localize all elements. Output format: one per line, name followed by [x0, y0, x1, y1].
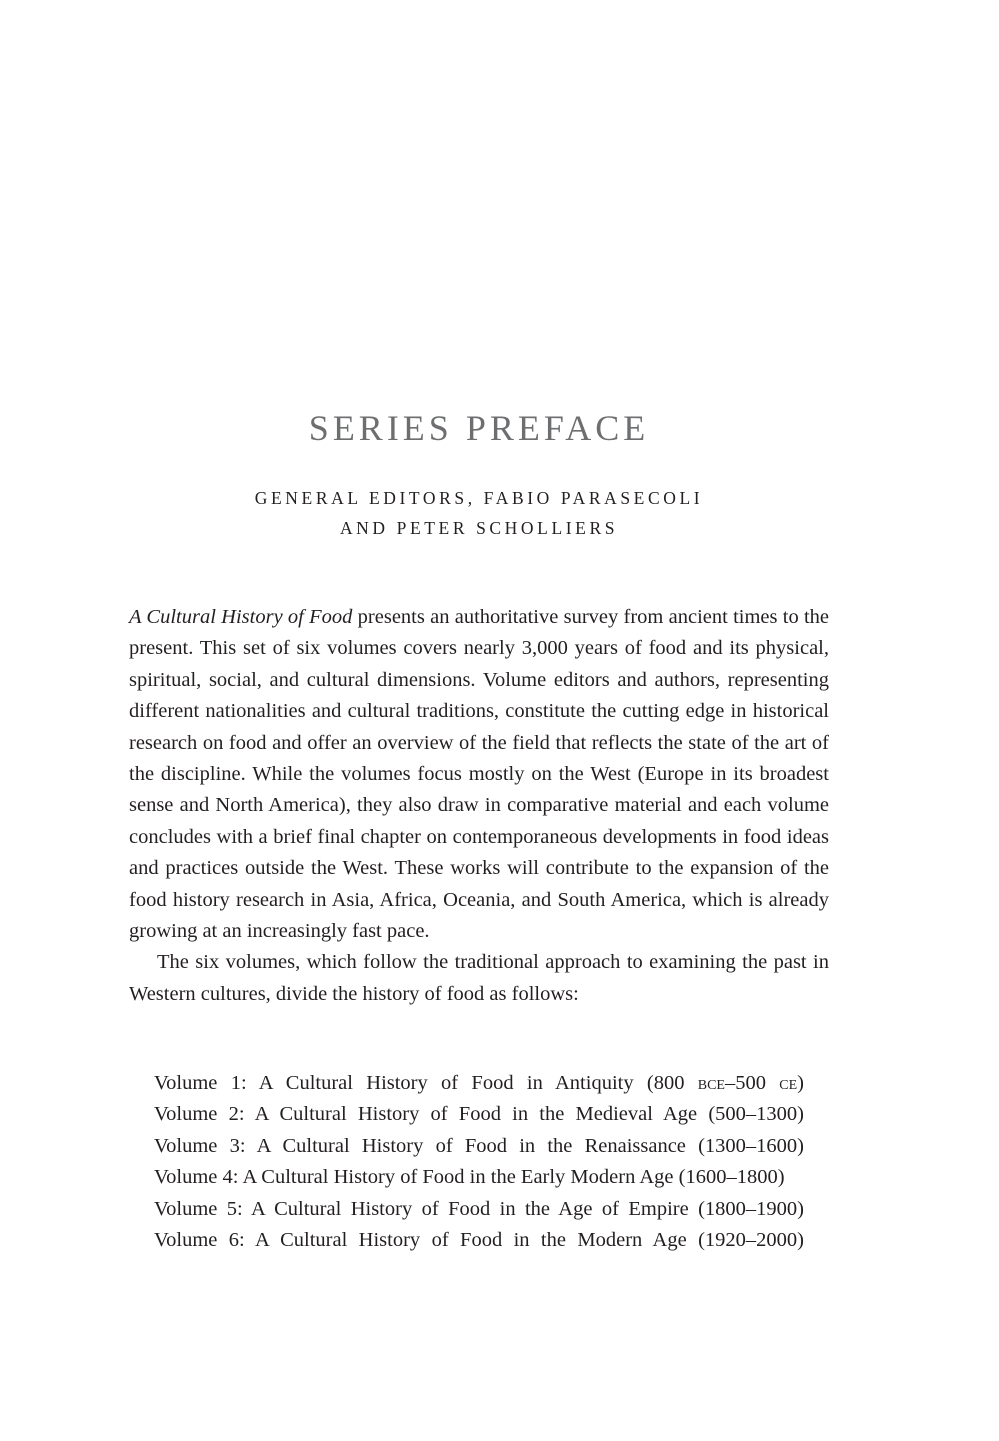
volume-item: Volume 4: A Cultural History of Food in the Early Modern Age (1600–1800)	[154, 1166, 785, 1189]
paragraph-1-text: presents an authoritative survey from ancient times to the present. This set of six volumes covers nearly 3,000 years of food and its physical, spiritual, social, and cultural dimensions. Volume editors and authors, representing different nationalities and cultural traditions, constitute the cutting edge in historical research on food and offer an overview of the field that reflects the state of the art of the discipline. While the volumes focus mostly on the West (Europe in its broadest sense and North America), they also draw in comparative material and each volume concludes with a brief final chapter on contemporaneous developments in food ideas and practices outside the West. These works will contribute to the expansion of the food history research in Asia, Africa, Oceania, and South America, which is already growing at an increasingly fast pace.	[129, 606, 830, 943]
page-title: SERIES PREFACE	[308, 408, 650, 448]
book-title: A Cultural History of Food	[129, 606, 353, 628]
volume-item: Volume 3: A Cultural History of Food in the Renaissance (1300–1600)	[154, 1134, 804, 1157]
editors-line-2: AND PETER SCHOLLIERS	[339, 518, 619, 538]
paragraph-1	[129, 602, 829, 947]
volume-item: Volume 5: A Cultural History of Food in the Age of Empire (1800–1900)	[154, 1197, 804, 1220]
editors-line-1: GENERAL EDITORS, FABIO PARASECOLI	[254, 488, 704, 508]
editors-credit	[0, 483, 958, 543]
volume-item: Volume 2: A Cultural History of Food in the Medieval Age (500–1300)	[154, 1103, 804, 1126]
volume-list	[154, 1068, 804, 1256]
volume-item: Volume 1: A Cultural History of Food in Antiquity (800 bce–500 ce)	[154, 1072, 804, 1094]
paragraph-2: The six volumes, which follow the traditional approach to examining the past in Western cultures, divide the history of food as follows:	[129, 951, 829, 1005]
preface-body	[129, 602, 829, 1010]
volume-item: Volume 6: A Cultural History of Food in the Modern Age (1920–2000)	[154, 1229, 804, 1252]
